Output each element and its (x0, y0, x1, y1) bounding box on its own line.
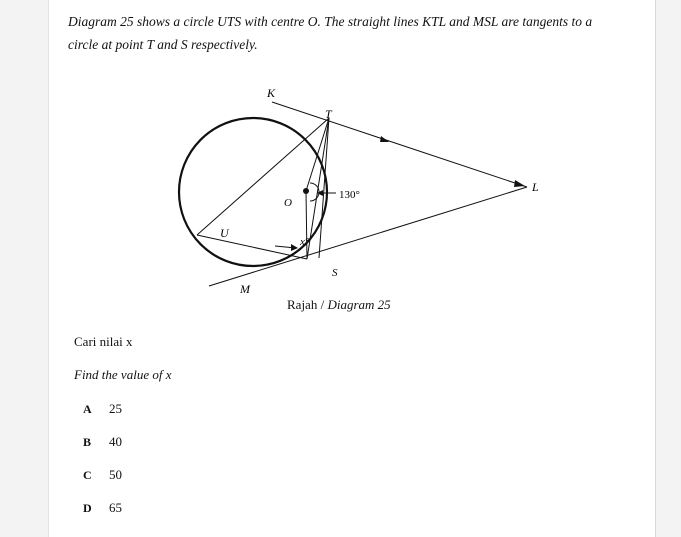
label-s: S (332, 267, 338, 279)
chord-tu (197, 118, 329, 235)
option-letter: C (83, 468, 92, 482)
x-pointer-head (291, 244, 298, 251)
option-a[interactable] (83, 401, 122, 417)
question-line-2: circle at point T and S respectively. (68, 37, 258, 52)
option-d[interactable] (83, 500, 122, 516)
diagram-caption (287, 297, 391, 313)
label-x-degrees: x° (300, 236, 310, 248)
prompt-english: Find the value of x (74, 367, 172, 382)
centre-o-point (303, 188, 309, 194)
arrow-on-tl (380, 136, 389, 142)
arrow-at-l (514, 180, 525, 187)
question-text (68, 10, 628, 56)
option-letter: A (83, 402, 92, 416)
label-130-degrees: 130° (339, 189, 360, 201)
label-m: M (240, 282, 250, 296)
worksheet-page (48, 0, 656, 537)
option-value: 40 (109, 434, 122, 449)
circle-tangent-diagram (169, 80, 569, 300)
option-value: 25 (109, 401, 122, 416)
label-u: U (220, 226, 229, 240)
option-letter: D (83, 501, 92, 515)
prompt-malay: Cari nilai x (74, 334, 133, 349)
label-t: T (325, 107, 332, 121)
option-letter: B (83, 435, 92, 449)
label-o: O (284, 197, 292, 209)
option-b[interactable] (83, 434, 122, 450)
question-line-1: Diagram 25 shows a circle UTS with centre O. The straight lines KTL and MSL are tangents to a (68, 14, 593, 29)
option-value: 65 (109, 500, 122, 515)
tangent-msl (209, 187, 527, 286)
option-c[interactable] (83, 467, 122, 483)
label-k: K (267, 86, 276, 100)
caption-english: Diagram 25 (327, 297, 391, 312)
option-value: 50 (109, 467, 122, 482)
radius-os (306, 191, 307, 259)
label-l: L (532, 180, 539, 194)
caption-malay: Rajah / (287, 297, 328, 312)
